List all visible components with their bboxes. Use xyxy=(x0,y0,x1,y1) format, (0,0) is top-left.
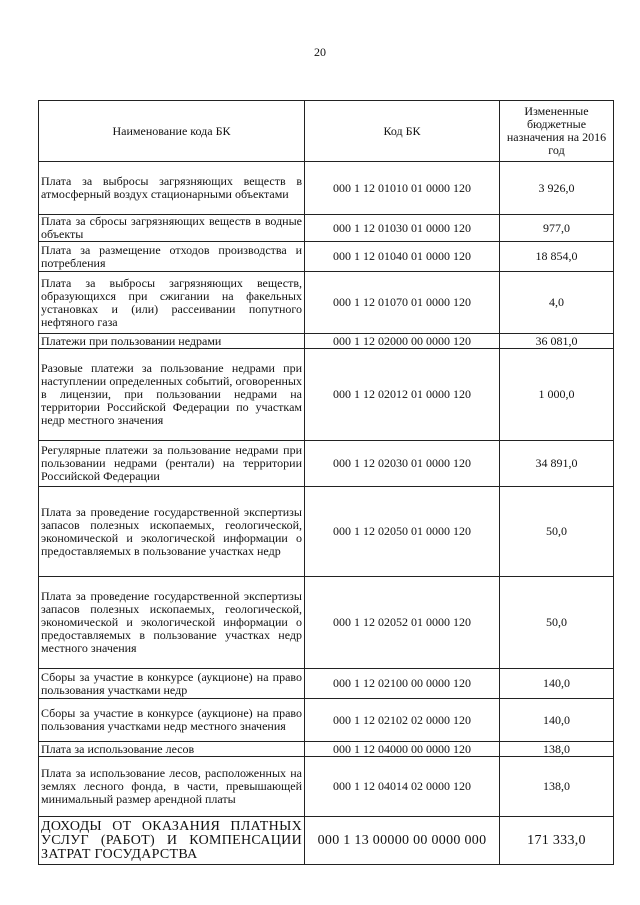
header-value: Измененные бюджетные назначения на 2016 год xyxy=(500,101,614,162)
table-header-row xyxy=(39,101,614,162)
table-row xyxy=(39,272,614,334)
row-name: Плата за использование лесов xyxy=(39,742,305,757)
row-code: 000 1 12 01040 01 0000 120 xyxy=(305,242,500,272)
row-value: 50,0 xyxy=(500,577,614,669)
page-number: 20 xyxy=(314,45,326,59)
table-row xyxy=(39,441,614,487)
table-row xyxy=(39,162,614,215)
row-name: Плата за проведение государственной экспертизы запасов полезных ископаемых, геологической, экономической и экологической информации о предоставляемых в пользование участках недр местного значения xyxy=(39,577,305,669)
row-code: 000 1 13 00000 00 0000 000 xyxy=(305,817,500,865)
row-name: Платежи при пользовании недрами xyxy=(39,334,305,349)
row-name: Разовые платежи за пользование недрами при наступлении определенных событий, оговоренных в лицензии, при пользовании недрами на территории Российской Федерации по участкам недр местного значения xyxy=(39,349,305,441)
row-code: 000 1 12 04000 00 0000 120 xyxy=(305,742,500,757)
row-name: Регулярные платежи за пользование недрами при пользовании недрами (рентали) на территории Российской Федерации xyxy=(39,441,305,487)
header-code: Код БК xyxy=(305,101,500,162)
row-code: 000 1 12 01010 01 0000 120 xyxy=(305,162,500,215)
row-value: 1 000,0 xyxy=(500,349,614,441)
row-code: 000 1 12 02000 00 0000 120 xyxy=(305,334,500,349)
row-value: 3 926,0 xyxy=(500,162,614,215)
row-name: Плата за проведение государственной экспертизы запасов полезных ископаемых, геологической, экономической и экологической информации о предоставляемых в пользование участках недр xyxy=(39,487,305,577)
header-name: Наименование кода БК xyxy=(39,101,305,162)
row-code: 000 1 12 02102 02 0000 120 xyxy=(305,699,500,742)
table-row xyxy=(39,334,614,349)
table-row xyxy=(39,817,614,865)
table-row xyxy=(39,349,614,441)
row-value: 140,0 xyxy=(500,669,614,699)
table-row xyxy=(39,577,614,669)
row-code: 000 1 12 02030 01 0000 120 xyxy=(305,441,500,487)
row-value: 50,0 xyxy=(500,487,614,577)
row-value: 36 081,0 xyxy=(500,334,614,349)
row-code: 000 1 12 02100 00 0000 120 xyxy=(305,669,500,699)
table-row xyxy=(39,757,614,817)
row-code: 000 1 12 02050 01 0000 120 xyxy=(305,487,500,577)
row-value: 977,0 xyxy=(500,215,614,242)
row-name: Плата за выбросы загрязняющих веществ, образующихся при сжигании на факельных установках и (или) рассеивании попутного нефтяного газа xyxy=(39,272,305,334)
row-name: ДОХОДЫ ОТ ОКАЗАНИЯ ПЛАТНЫХ УСЛУГ (РАБОТ) И КОМПЕНСАЦИИ ЗАТРАТ ГОСУДАРСТВА xyxy=(39,817,305,865)
table-row xyxy=(39,742,614,757)
table-row xyxy=(39,669,614,699)
row-code: 000 1 12 01070 01 0000 120 xyxy=(305,272,500,334)
row-name: Плата за выбросы загрязняющих веществ в атмосферный воздух стационарными объектами xyxy=(39,162,305,215)
row-code: 000 1 12 02052 01 0000 120 xyxy=(305,577,500,669)
table-row xyxy=(39,215,614,242)
row-value: 4,0 xyxy=(500,272,614,334)
row-value: 140,0 xyxy=(500,699,614,742)
row-value: 171 333,0 xyxy=(500,817,614,865)
row-code: 000 1 12 01030 01 0000 120 xyxy=(305,215,500,242)
row-name: Сборы за участие в конкурсе (аукционе) на право пользования участками недр местного значения xyxy=(39,699,305,742)
table-row xyxy=(39,487,614,577)
table-row xyxy=(39,699,614,742)
row-value: 34 891,0 xyxy=(500,441,614,487)
row-value: 138,0 xyxy=(500,757,614,817)
budget-table xyxy=(38,100,614,865)
row-code: 000 1 12 04014 02 0000 120 xyxy=(305,757,500,817)
row-value: 18 854,0 xyxy=(500,242,614,272)
table-row xyxy=(39,242,614,272)
row-name: Плата за размещение отходов производства и потребления xyxy=(39,242,305,272)
row-name: Плата за сбросы загрязняющих веществ в водные объекты xyxy=(39,215,305,242)
row-name: Сборы за участие в конкурсе (аукционе) на право пользования участками недр xyxy=(39,669,305,699)
row-value: 138,0 xyxy=(500,742,614,757)
row-code: 000 1 12 02012 01 0000 120 xyxy=(305,349,500,441)
row-name: Плата за использование лесов, расположенных на землях лесного фонда, в части, превышающей минимальный размер арендной платы xyxy=(39,757,305,817)
